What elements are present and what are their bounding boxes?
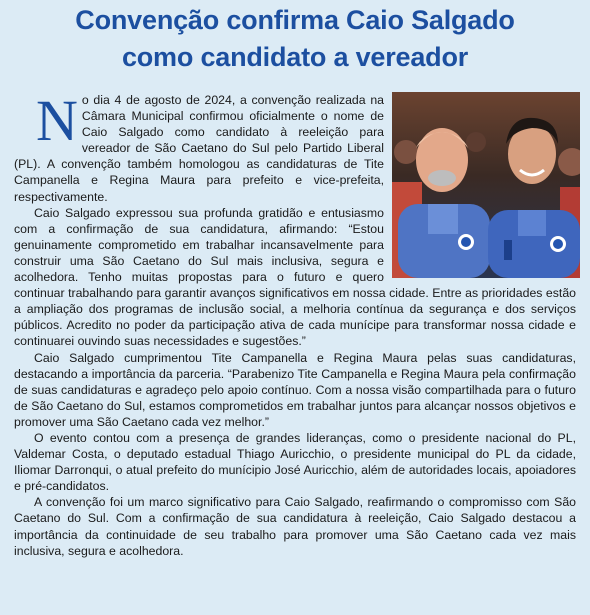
headline [14, 0, 576, 76]
paragraph-5: A convenção foi um marco significativo para Caio Salgado, reafirmando o compromisso com São Caetano do Sul. Com a confirmação de sua candidatura à reeleição, Caio Salgado destacou a importância da continuidade de seu trabalho para promover uma São Caetano cada vez mais inclusiva, segura e acolhedora. [14, 495, 576, 558]
headline-line-2: como candidato a vereador [121, 42, 469, 72]
photo-two-men-campaign-icon [392, 92, 580, 278]
paragraph-4: O evento contou com a presença de grandes lideranças, como o presidente nacional do PL, Valdemar Costa, o deputado estadual Thiago Auricchio, o presidente municipal do PL da cidade, Iliomar Darronqui, o atual prefeito do munícipio José Auricchio, além de autoridades locais, apoiadores e pré-candidatos. [14, 430, 576, 494]
drop-cap: N [36, 88, 78, 153]
paragraph-3: Caio Salgado cumprimentou Tite Campanella e Regina Maura pelas suas candidaturas, destacando a importância da parceria. “Parabenizo Tite Campanella e Regina Maura pela confirmação de suas candidaturas e agradeço pelo apoio contínuo. Com a nossa visão compartilhada para o futuro de São Caetano do Sul, estamos comprometidos em trabalhar juntos para alcançar nossos objetivos e promover uma São Caetano cada vez melhor.” [14, 350, 576, 429]
article-body [14, 88, 576, 559]
headline-line-1: Convenção confirma Caio Salgado [75, 5, 515, 35]
paragraph-2: Caio Salgado expressou sua profunda gratidão e entusiasmo com a confirmação de sua candidatura, afirmando: “Estou genuinamente comprometido em trabalhar incansavelmente para construir uma São Caetano do Sul mais inclusiva, segura e acolhedora. Tenho muitas propostas para o futuro e quero continuar trabalhando para garantir avanços significativos em nossa cidade. Entre as prioridades estão a ampliação dos programas de inclusão social, a melhoria contínua da segurança e dos serviços públicos. Acredito no poder da participação ativa de cada munícipe para transformar nossa cidade e continuarei ouvindo suas necessidades e sugestões.” [14, 205, 576, 349]
article-photo [392, 92, 580, 278]
paragraph-1: o dia 4 de agosto de 2024, a convenção realizada na Câmara Municipal confirmou oficialmente o nome de Caio Salgado como candidato à reeleição para vereador de São Caetano do Sul pelo Partido Liberal (PL). A convenção também homologou as candidaturas de Tite Campanella e Regina Maura para prefeito e vice-prefeita, respectivamente. [14, 93, 384, 204]
